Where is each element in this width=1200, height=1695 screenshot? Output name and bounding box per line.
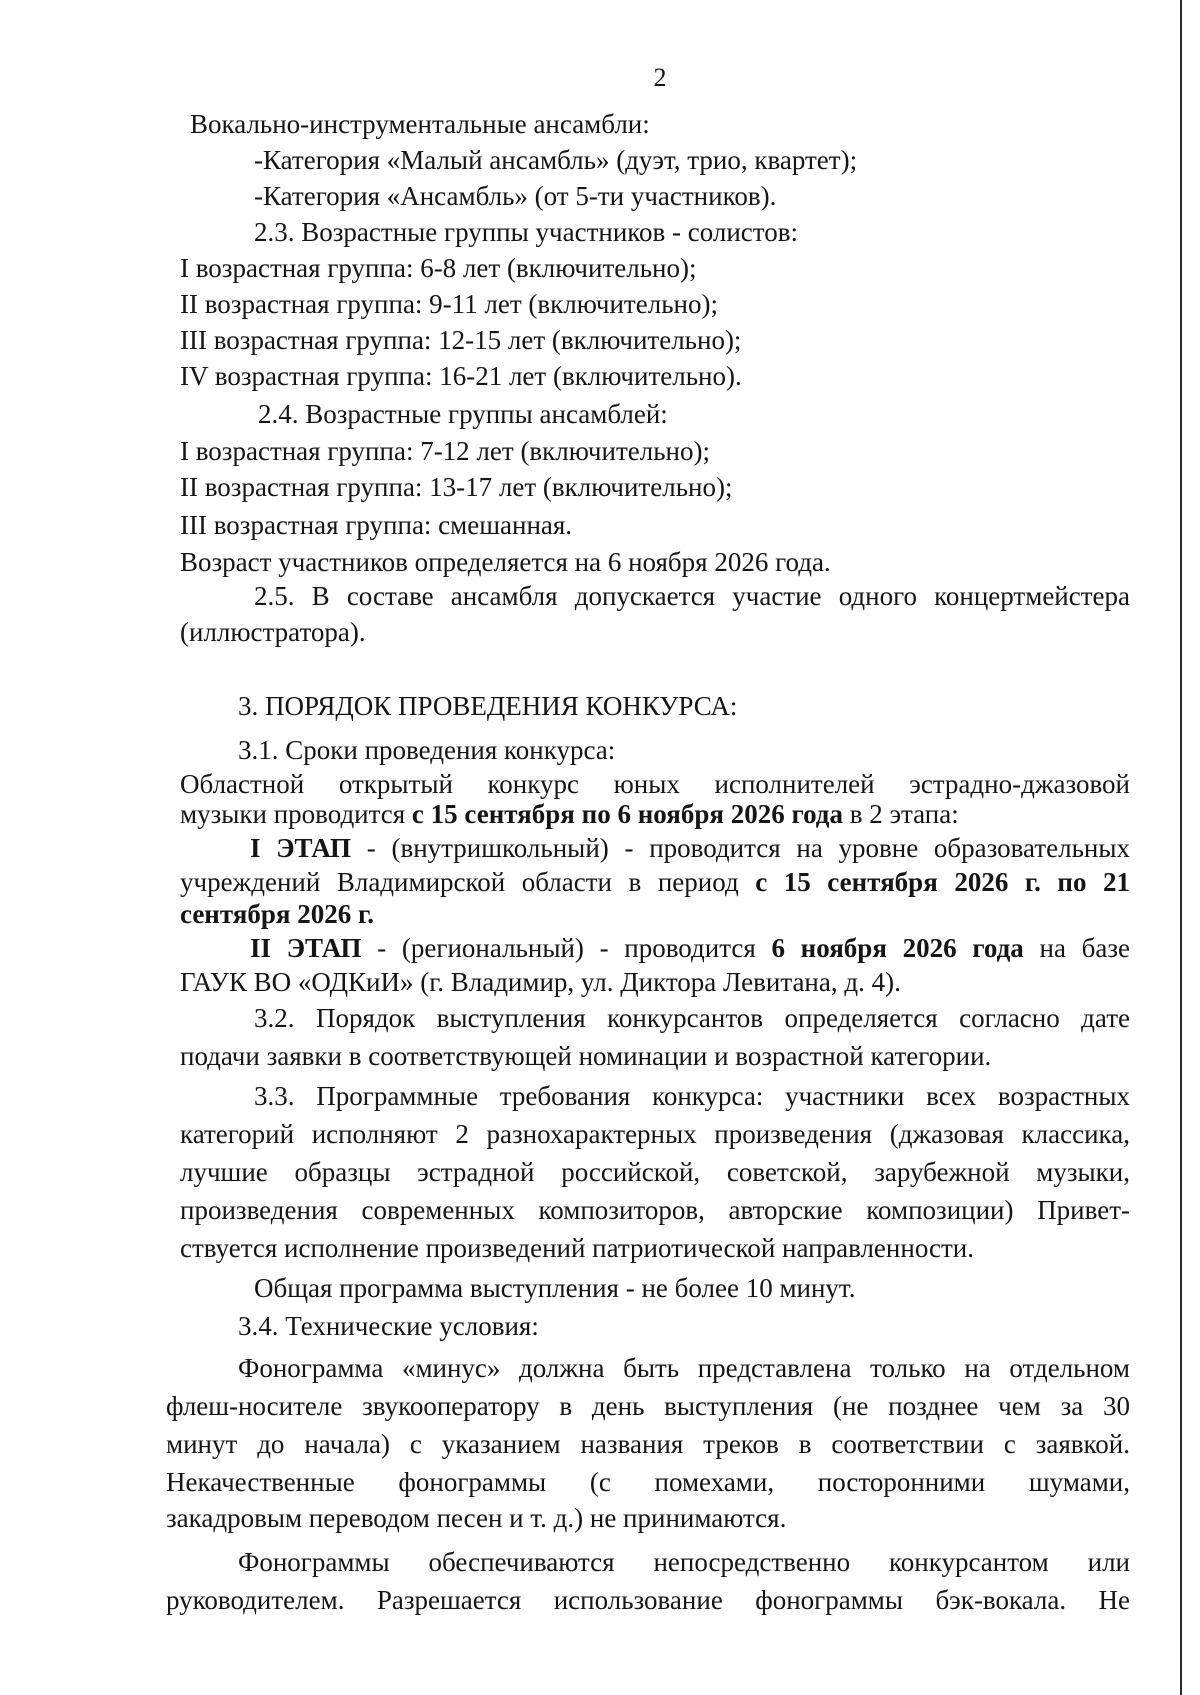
- text-line: подачи заявки в соответствующей номинации и возрастной категории.: [180, 1041, 992, 1071]
- page-number: 2: [653, 63, 667, 92]
- text-line: руководителем. Разрешается использование фонограммы бэк-вокала. Не: [166, 1585, 1130, 1615]
- text-line: II возрастная группа: 13-17 лет (включительно);: [180, 472, 733, 502]
- text-line: I возрастная группа: 6-8 лет (включительно);: [180, 253, 697, 283]
- text-span: на базе: [1023, 933, 1130, 963]
- bold-date: 6 ноября 2026 года: [771, 933, 1024, 963]
- text-line: III возрастная группа: 12-15 лет (включительно);: [180, 325, 742, 355]
- text-line: закадровым переводом песен и т. д.) не принимаются.: [166, 1503, 787, 1533]
- text-line: минут до начала) с указанием названия треков в соответствии с заявкой.: [166, 1429, 1130, 1459]
- text-line: [180, 866, 1130, 898]
- text-line: [250, 832, 1130, 864]
- text-span: в 2 этапа:: [842, 799, 959, 829]
- text-line: Фонограмма «минус» должна быть представлена только на отдельном: [238, 1353, 1130, 1383]
- bold-date-range: с 15 сентября 2026 г. по 21: [755, 867, 1131, 897]
- text-line: -Категория «Малый ансамбль» (дуэт, трио, квартет);: [254, 145, 858, 175]
- text-line: -Категория «Ансамбль» (от 5-ти участников).: [254, 181, 777, 211]
- text-line: IV возрастная группа: 16-21 лет (включительно).: [180, 361, 742, 391]
- text-line: ГАУК ВО «ОДКиИ» (г. Владимир, ул. Диктора Левитана, д. 4).: [180, 967, 901, 997]
- bold-date-range: с 15 сентября по 6 ноября 2026 года: [411, 799, 843, 829]
- section-heading-2-4: 2.4. Возрастные группы ансамблей:: [258, 399, 668, 429]
- text-line: флеш-носителе звукооператору в день выступления (не позднее чем за 30: [166, 1391, 1130, 1421]
- text-line: III возрастная группа: смешанная.: [180, 510, 573, 540]
- text-span: учреждений Владимирской области в период: [180, 867, 756, 897]
- text-line: Общая программа выступления - не более 10 минут.: [254, 1273, 856, 1303]
- text-line: [250, 932, 1130, 964]
- text-line: ствуется исполнение произведений патриотической направленности.: [180, 1233, 974, 1263]
- section-heading-2-5: 2.5. В составе ансамбля допускается участие одного концертмейстера: [254, 581, 1130, 611]
- section-heading-3-3: 3.3. Программные требования конкурса: участники всех возрастных: [254, 1081, 1130, 1111]
- section-heading-2-3: 2.3. Возрастные группы участников - солистов:: [254, 217, 798, 247]
- text-line: [180, 798, 959, 830]
- text-line: Вокально-инструментальные ансамбли:: [190, 109, 650, 139]
- text-span: - (региональный) - проводится: [361, 933, 772, 963]
- section-heading-3-1: 3.1. Сроки проведения конкурса:: [238, 735, 616, 765]
- text-span: музыки проводится: [180, 799, 412, 829]
- text-line: Некачественные фонограммы (с помехами, посторонними шумами,: [166, 1467, 1130, 1497]
- text-line: произведения современных композиторов, авторские композиции) Привет-: [180, 1195, 1130, 1225]
- stage-1-label: I ЭТАП: [250, 833, 352, 863]
- text-line: II возрастная группа: 9-11 лет (включительно);: [180, 289, 718, 319]
- section-heading-3: 3. ПОРЯДОК ПРОВЕДЕНИЯ КОНКУРСА:: [238, 691, 738, 721]
- text-line: (иллюстратора).: [180, 617, 366, 647]
- text-span: - (внутришкольный) - проводится на уровне образовательных: [351, 833, 1131, 863]
- section-heading-3-2: 3.2. Порядок выступления конкурсантов определяется согласно дате: [254, 1003, 1130, 1033]
- bold-date: сентября 2026 г.: [180, 899, 374, 929]
- section-heading-3-4: 3.4. Технические условия:: [238, 1311, 539, 1341]
- text-line: Областной открытый конкурс юных исполнителей эстрадно-джазовой: [180, 769, 1130, 799]
- page-edge-line: [1180, 0, 1182, 1695]
- text-line: лучшие образцы эстрадной российской, советской, зарубежной музыки,: [180, 1157, 1130, 1187]
- stage-2-label: II ЭТАП: [250, 933, 362, 963]
- text-line: I возрастная группа: 7-12 лет (включительно);: [180, 436, 710, 466]
- text-line: Возраст участников определяется на 6 ноября 2026 года.: [180, 547, 831, 577]
- text-line: Фонограммы обеспечиваются непосредственно конкурсантом или: [238, 1547, 1130, 1577]
- text-line: категорий исполняют 2 разнохарактерных произведения (джазовая классика,: [180, 1119, 1130, 1149]
